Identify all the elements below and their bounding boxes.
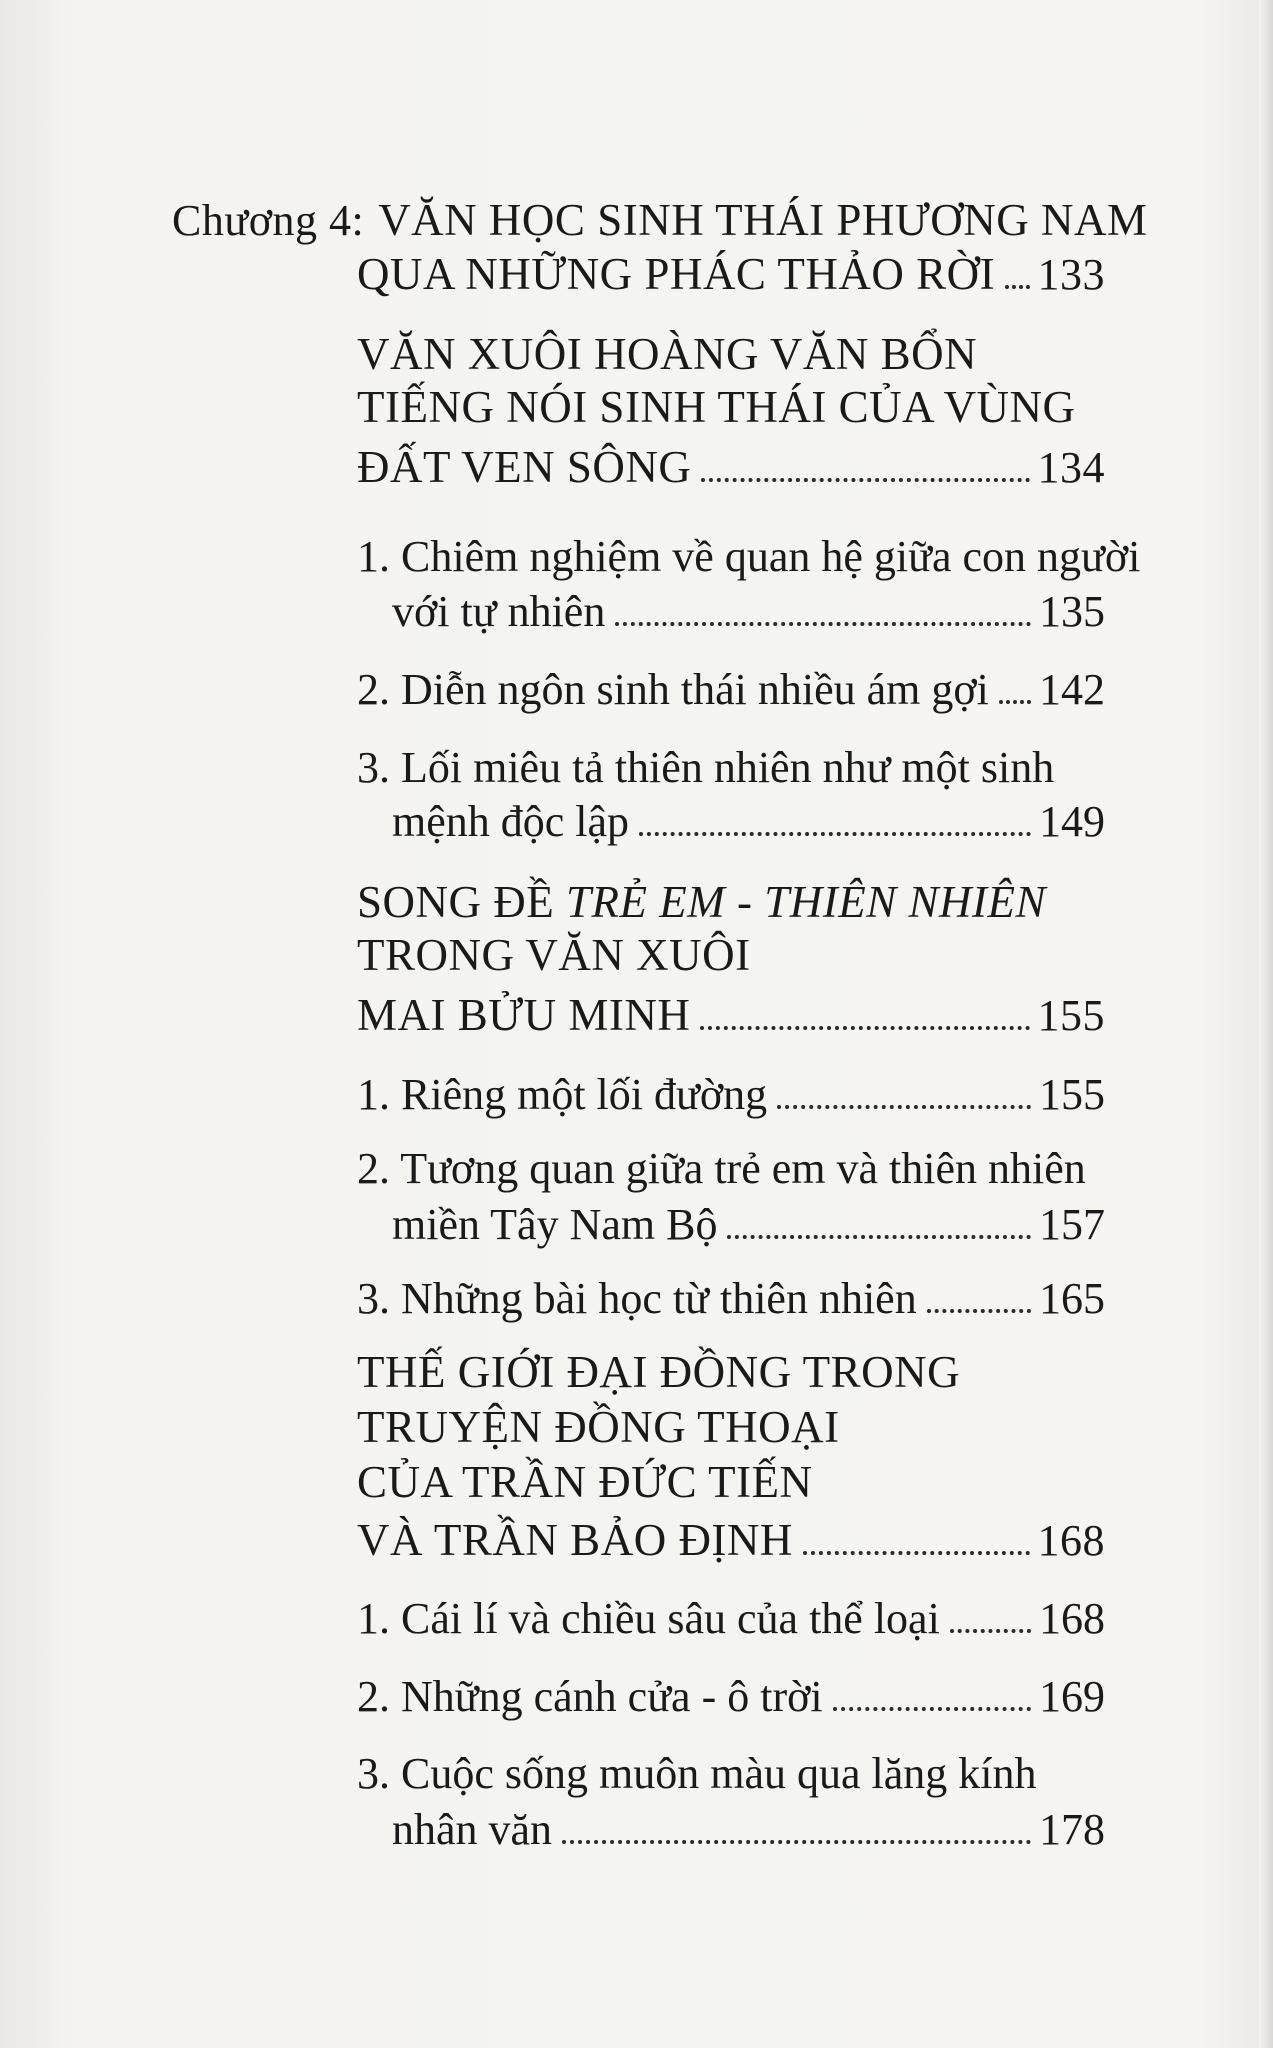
section-title-line: [357, 1347, 961, 1397]
section-title-line: [357, 1402, 840, 1452]
section-title-text: TIẾNG NÓI SINH THÁI CỦA VÙNG: [357, 382, 1076, 432]
toc-item-line: [357, 532, 1141, 581]
section-title-line: [357, 1457, 813, 1507]
section-title-entry[interactable]: [357, 1515, 1105, 1565]
toc-item-text: 1. Cái lí và chiều sâu của thể loại: [357, 1594, 940, 1643]
toc-item-entry[interactable]: [357, 665, 1105, 714]
section-title-entry[interactable]: [357, 442, 1105, 492]
page-number: 168: [1039, 1594, 1105, 1643]
dot-leader: [727, 1235, 1031, 1239]
dot-leader: [833, 1707, 1031, 1711]
toc-item-entry[interactable]: [357, 1594, 1105, 1643]
toc-item-text: 3. Những bài học từ thiên nhiên: [357, 1274, 917, 1323]
toc-item-text: miền Tây Nam Bộ: [392, 1200, 718, 1249]
toc-item-entry[interactable]: [357, 1070, 1105, 1119]
dot-leader: [1005, 285, 1029, 289]
section-title-italic: TRẺ EM - THIÊN NHIÊN: [566, 877, 1046, 927]
page-number: 169: [1039, 1672, 1105, 1721]
toc-item-text: 2. Những cánh cửa - ô trời: [357, 1672, 823, 1721]
toc-item-line: [357, 1144, 1086, 1193]
chapter-title-line2: QUA NHỮNG PHÁC THẢO RỜI: [357, 249, 996, 299]
chapter-heading-line1: [172, 195, 1148, 245]
toc-item-text: 2. Diễn ngôn sinh thái nhiều ám gợi: [357, 665, 989, 714]
dot-leader: [803, 1551, 1030, 1555]
dot-leader: [562, 1840, 1031, 1844]
toc-item-text: với tự nhiên: [392, 587, 606, 636]
section-title-line: [357, 329, 978, 379]
section-title-text: MAI BỬU MINH: [357, 990, 691, 1040]
page-number: 157: [1039, 1200, 1105, 1249]
page-number: 134: [1037, 443, 1105, 492]
page-number: 165: [1039, 1274, 1105, 1323]
toc-item-entry[interactable]: [392, 1200, 1105, 1249]
dot-leader: [927, 1309, 1031, 1313]
toc-item-entry[interactable]: [357, 1672, 1105, 1721]
toc-item-entry[interactable]: [392, 587, 1105, 636]
section-title-text: VĂN XUÔI HOÀNG VĂN BỔN: [357, 329, 978, 379]
section-title-text: CỦA TRẦN ĐỨC TIẾN: [357, 1457, 813, 1507]
chapter-label: Chương 4:: [172, 196, 365, 245]
toc-item-text: 3. Cuộc sống muôn màu qua lăng kính: [357, 1749, 1037, 1798]
toc-item-text: mệnh độc lập: [392, 797, 630, 846]
chapter-heading-line2[interactable]: [357, 249, 1105, 299]
dot-leader: [700, 1026, 1029, 1030]
page-number: 155: [1037, 991, 1105, 1040]
toc-item-entry[interactable]: [392, 1805, 1105, 1854]
page-number: 168: [1037, 1516, 1105, 1565]
dot-leader: [999, 700, 1031, 704]
toc-item-entry[interactable]: [357, 1274, 1105, 1323]
section-title-line: [357, 877, 1046, 927]
page-number: 149: [1039, 797, 1105, 846]
page-number: 142: [1039, 665, 1105, 714]
toc-item-text: 1. Riêng một lối đường: [357, 1070, 768, 1119]
toc-item-line: [357, 743, 1055, 792]
toc-item-text: 3. Lối miêu tả thiên nhiên như một sinh: [357, 743, 1055, 792]
chapter-title-line1: VĂN HỌC SINH THÁI PHƯƠNG NAM: [378, 195, 1148, 245]
section-title-text: TRUYỆN ĐỒNG THOẠI: [357, 1402, 840, 1452]
dot-leader: [615, 622, 1031, 626]
toc-item-text: nhân văn: [392, 1805, 553, 1854]
section-title-text: THẾ GIỚI ĐẠI ĐỒNG TRONG: [357, 1347, 961, 1397]
dot-leader: [639, 832, 1031, 836]
page-number: 135: [1039, 587, 1105, 636]
dot-leader: [950, 1629, 1031, 1633]
dot-leader: [701, 478, 1029, 482]
section-title-line: [357, 382, 1076, 432]
section-title-entry[interactable]: [357, 990, 1105, 1040]
section-title-text: TRONG VĂN XUÔI: [357, 930, 751, 980]
toc-item-line: [357, 1749, 1037, 1798]
page-number: 133: [1037, 250, 1105, 299]
page-number: 155: [1039, 1070, 1105, 1119]
page-number: 178: [1039, 1805, 1105, 1854]
section-title-text: ĐẤT VEN SÔNG: [357, 442, 692, 492]
toc-item-text: 1. Chiêm nghiệm về quan hệ giữa con người: [357, 532, 1141, 581]
section-title-text: SONG ĐỀ: [357, 877, 567, 927]
dot-leader: [777, 1105, 1031, 1109]
toc-item-entry[interactable]: [392, 797, 1105, 846]
section-title-line: [357, 930, 751, 980]
toc-item-text: 2. Tương quan giữa trẻ em và thiên nhiên: [357, 1144, 1086, 1193]
section-title-text: VÀ TRẦN BẢO ĐỊNH: [357, 1515, 793, 1565]
